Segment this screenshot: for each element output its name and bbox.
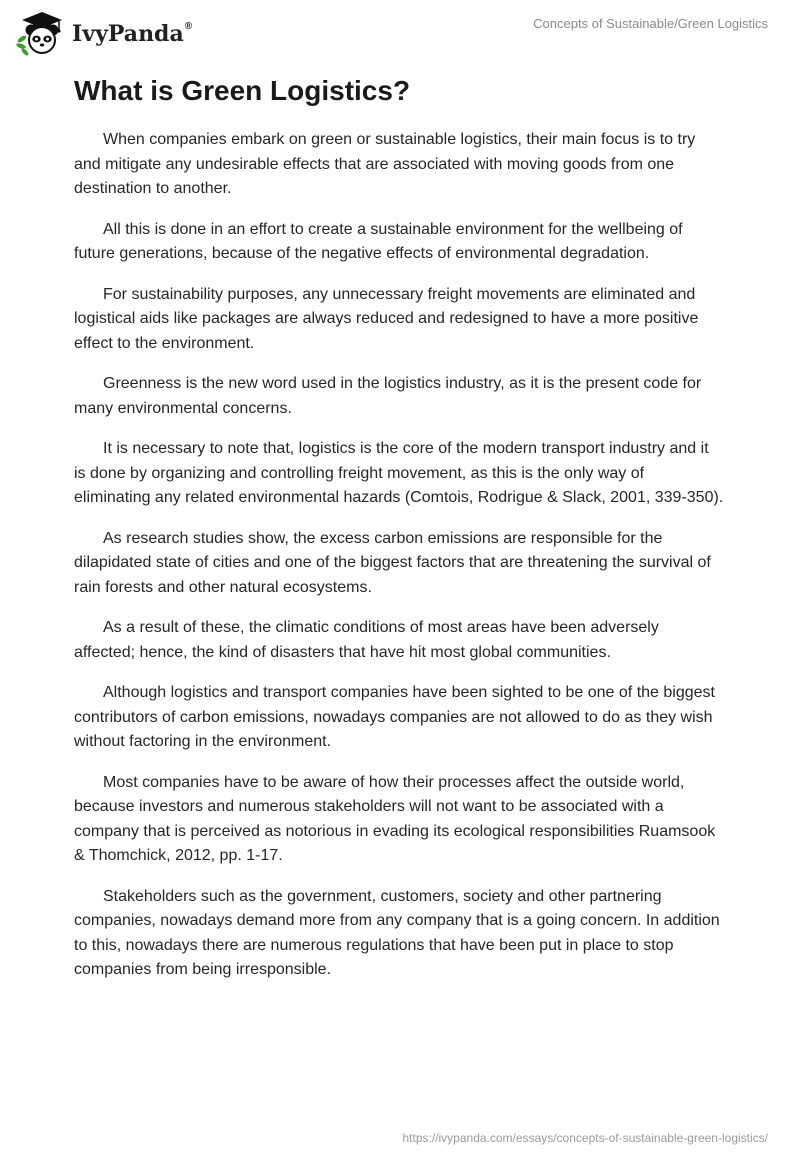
paragraph: Although logistics and transport companies have been sighted to be one of the biggest contributors of carbon emissions, nowadays companies are not allowed to do as they wish without factoring in the environment.	[74, 684, 715, 750]
paragraph: As research studies show, the excess carbon emissions are responsible for the dilapidated state of cities and one of the biggest factors that are threatening the survival of rain forests and other natural ecosystems.	[74, 529, 711, 596]
article-body	[74, 74, 724, 999]
paragraph: When companies embark on green or sustainable logistics, their main focus is to try and mitigate any undesirable effects that are associated with moving goods from one destination to another.	[74, 131, 696, 197]
article-heading: What is Green Logistics?	[74, 75, 411, 106]
brand-logo[interactable]	[14, 8, 192, 56]
paragraph: As a result of these, the climatic conditions of most areas have been adversely affected; hence, the kind of disasters that have hit most global communities.	[74, 619, 659, 661]
page-header	[0, 0, 800, 62]
panda-graduate-icon	[14, 8, 66, 56]
paragraph: All this is done in an effort to create a sustainable environment for the wellbeing of future generations, because of the negative effects of environmental degradation.	[74, 220, 683, 262]
paragraph: Greenness is the new word used in the logistics industry, as it is the present code for many environmental concerns.	[74, 375, 702, 417]
paragraph: For sustainability purposes, any unnecessary freight movements are eliminated and logistical aids like packages are always reduced and redesigned to have a more positive effect to the environment.	[74, 285, 699, 352]
source-url-link[interactable]: https://ivypanda.com/essays/concepts-of-sustainable-green-logistics/	[402, 1131, 768, 1145]
paragraph: It is necessary to note that, logistics is the core of the modern transport industry and it is done by organizing and controlling freight movement, as this is the only way of eliminating any related environmental hazards (Comtois, Rodrigue & Slack, 2001, 339-350).	[74, 440, 724, 506]
brand-name	[72, 21, 192, 47]
brand-name-text: IvyPanda	[72, 21, 184, 47]
paragraph: Most companies have to be aware of how their processes affect the outside world, because investors and numerous stakeholders will not want to be associated with a company that is perceived as notorious in evading its ecological responsibilities Ruamsook & Thomchick, 2012, pp. 1-17.	[74, 773, 716, 864]
registered-mark: ®	[184, 20, 193, 32]
paragraph: Stakeholders such as the government, customers, society and other partnering companies, nowadays demand more from any company that is a going concern. In addition to this, nowadays there are numerous regulations that have been put in place to stop companies from being irresponsible.	[74, 887, 720, 978]
document-title: Concepts of Sustainable/Green Logistics	[533, 16, 768, 31]
